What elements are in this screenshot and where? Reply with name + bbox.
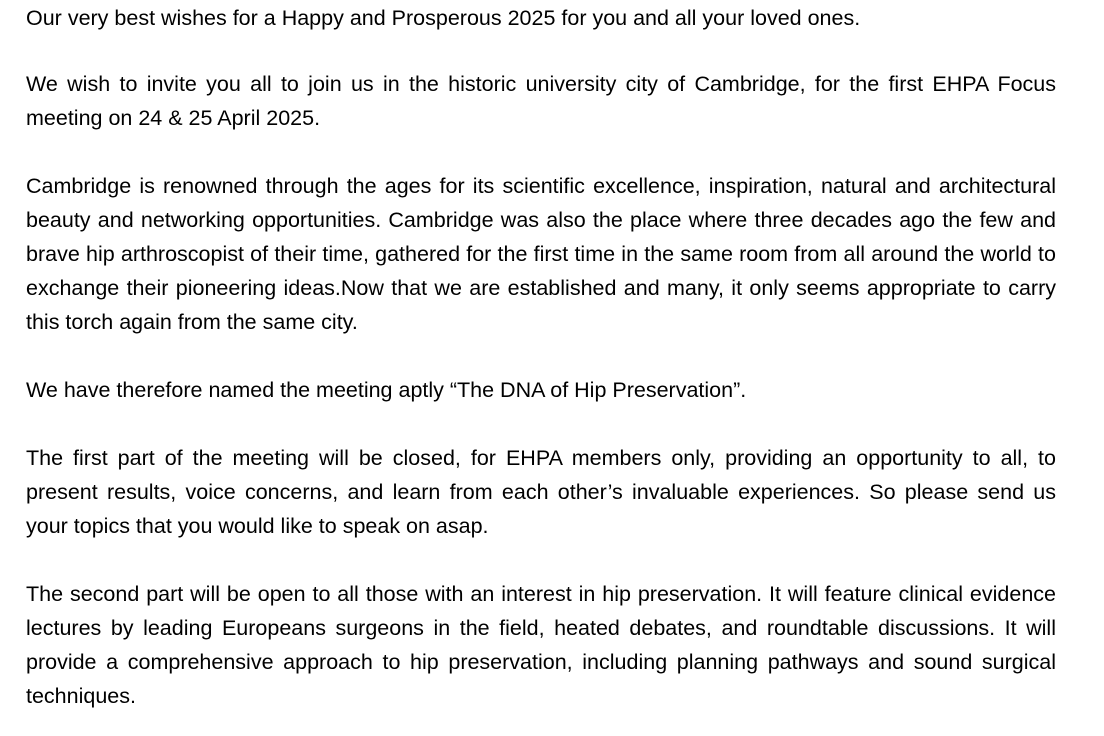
paragraph-meeting-name: We have therefore named the meeting aptly “The DNA of Hip Preservation”. [26, 378, 747, 402]
paragraph-invitation: We wish to invite you all to join us in the historic university city of Cambridge, for the first EHPA Focus meeting on 24 & 25 April 2025. [26, 72, 1056, 130]
paragraph-first-part: The first part of the meeting will be closed, for EHPA members only, providing an opportunity to all, to present results, voice concerns, and learn from each other’s invaluable experiences. So please send us your topics that you would like to speak on asap. [26, 446, 1056, 538]
paragraph-cambridge-history: Cambridge is renowned through the ages for its scientific excellence, inspiration, natural and architectural beauty and networking opportunities. Cambridge was also the place where three decades ago the few and brave hip arthroscopist of their time, gathered for the first time in the same room from all around the world to exchange their pioneering ideas.Now that we are established and many, it only seems appropriate to carry this torch again from the same city. [26, 174, 1056, 334]
paragraph-second-part: The second part will be open to all those with an interest in hip preservation. It will feature clinical evidence lectures by leading Europeans surgeons in the field, heated debates, and roundtable discussions. It will provide a comprehensive approach to hip preservation, including planning pathways and sound surgical techniques. [26, 582, 1056, 708]
paragraph-greeting: Our very best wishes for a Happy and Prosperous 2025 for you and all your loved ones. [26, 6, 861, 30]
